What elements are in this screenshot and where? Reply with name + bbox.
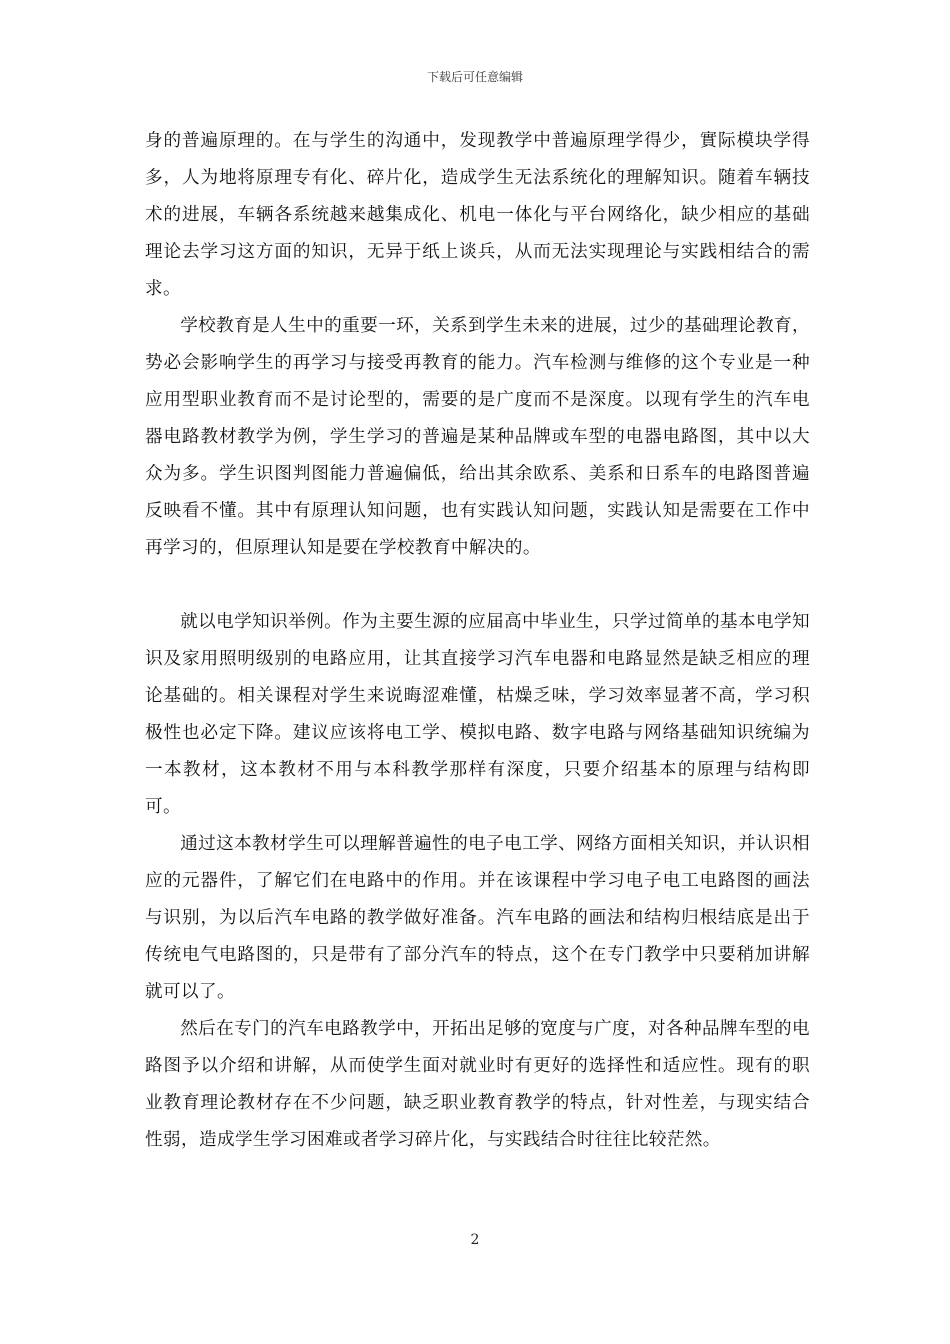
paragraph-school-education: 学校教育是人生中的重要一环，关系到学生未来的进展，过少的基础理论教育，势必会影响学生的再学习与接受再教育的能力。汽车检测与维修的这个专业是一种应用型职业教育而不是讨论型的，需要的是广度而不是深度。以现有学生的汽车电器电路教材教学为例，学生学习的普遍是某种品牌或车型的电器电路图，其中以大众为多。学生识图判图能力普遍偏低，给出其余欧系、美系和日系车的电路图普遍反映看不懂。其中有原理认知问题，也有实践认知问题，实践认知是需要在工作中再学习的，但原理认知是要在学校教育中解决的。 [145, 316, 810, 558]
page-number: 2 [470, 1232, 480, 1248]
paragraph-continuation: 身的普遍原理的。在与学生的沟通中，发现教学中普遍原理学得少，實际模块学得多，人为地将原理专有化、碎片化，造成学生无法系统化的理解知识。随着车辆技术的进展，车辆各系统越来越集成化、机电一体化与平台网络化，缺少相应的基础理论去学习这方面的知识，无异于纸上谈兵，从而无法实现理论与实践相结合的需求。 [145, 131, 810, 299]
paragraph-electrical-example: 就以电学知识举例。作为主要生源的应届高中毕业生，只学过简单的基本电学知识及家用照明级别的电路应用，让其直接学习汽车电器和电路显然是缺乏相应的理论基础的。相关课程对学生来说晦涩难懂，枯燥乏味，学习效率显著不高，学习积极性也必定下降。建议应该将电工学、模拟电路、数字电路与网络基础知识统编为一本教材，这本教材不用与本科教学那样有深度，只要介绍基本的原理与结构即可。 [145, 612, 810, 817]
page-header: 下载后可任意编辑 [426, 70, 523, 84]
document-body [145, 123, 810, 1159]
paragraph-textbook-benefit: 通过这本教材学生可以理解普遍性的电子电工学、网络方面相关知识，并认识相应的元器件，了解它们在电路中的作用。并在该课程中学习电子电工电路图的画法与识别，为以后汽车电路的教学做好准备。汽车电路的画法和结构归根结底是出于传统电气电路图的，只是带有了部分汽车的特点，这个在专门教学中只要稍加讲解就可以了。 [145, 834, 810, 1002]
paragraph-specialized-teaching: 然后在专门的汽车电路教学中，开拓出足够的宽度与广度，对各种品牌车型的电路图予以介绍和讲解，从而使学生面对就业时有更好的选择性和适应性。现有的职业教育理论教材存在不少问题，缺乏职业教育教学的特点，针对性差，与现实结合性弱，造成学生学习困难或者学习碎片化，与实践结合时往往比较茫然。 [145, 1019, 810, 1150]
paragraph-gap [145, 567, 810, 604]
